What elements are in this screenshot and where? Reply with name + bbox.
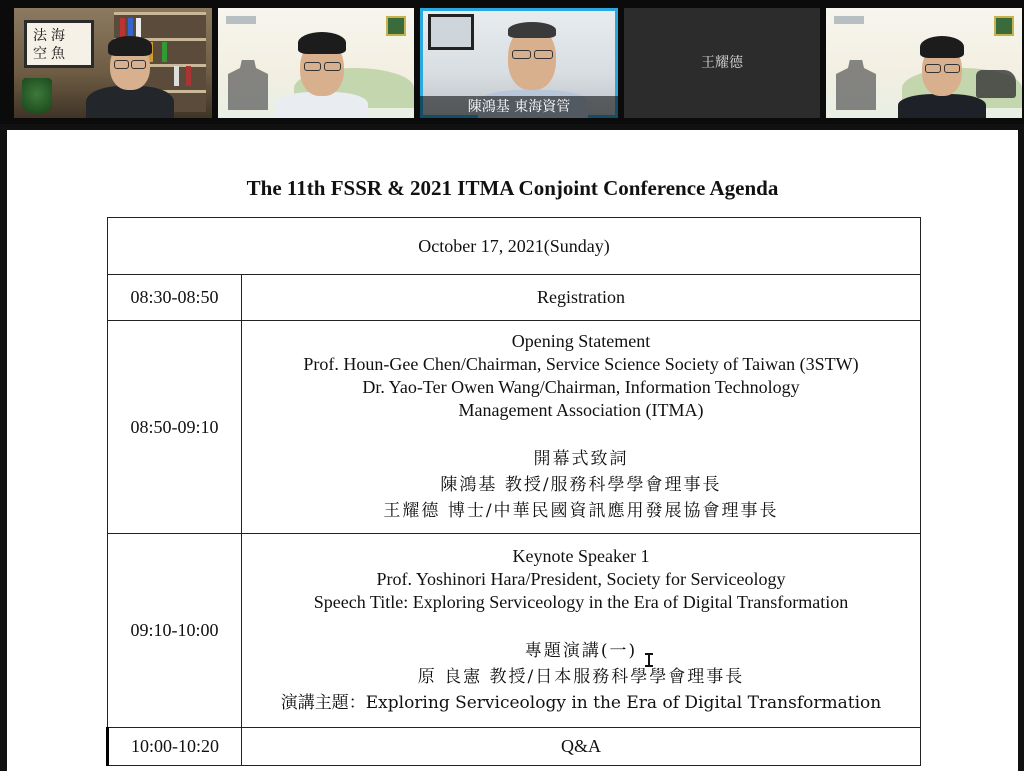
participant-tile-1[interactable] — [14, 8, 212, 118]
session-cell — [242, 534, 921, 728]
session-line: Registration — [537, 287, 625, 307]
spacer — [242, 422, 920, 446]
time-cell: 10:00-10:20 — [108, 728, 242, 766]
scroll-char: 空 — [33, 46, 47, 62]
session-line-cjk: 專題演講(一) — [524, 641, 638, 661]
session-line-cjk: 陳鴻基 教授/服務科學學會理事長 — [440, 475, 722, 495]
session-line-cjk: 開幕式致詞 — [533, 449, 629, 469]
document-title: The 11th FSSR & 2021 ITMA Conjoint Conference Agenda — [246, 176, 779, 200]
participant-tile-5[interactable] — [826, 8, 1022, 118]
participant-video — [896, 28, 988, 118]
city-graphic — [836, 50, 876, 110]
table-row — [108, 321, 921, 534]
slide-logo — [834, 16, 864, 24]
session-line: Keynote Speaker 1 — [512, 546, 650, 566]
session-line: Prof. Yoshinori Hara/President, Society for Serviceology — [376, 569, 786, 589]
session-cell — [242, 728, 921, 766]
participant-strip — [0, 0, 1024, 124]
plant — [22, 78, 52, 118]
session-cell — [242, 275, 921, 321]
date-header: October 17, 2021(Sunday) — [108, 218, 921, 275]
slide-logo — [226, 16, 256, 24]
participant-tile-2[interactable] — [218, 8, 414, 118]
time-cell: 09:10-10:00 — [108, 534, 242, 728]
participant-video — [272, 22, 372, 118]
participant-video — [80, 26, 180, 118]
session-line-cjk: 王耀德 博士/中華民國資訊應用發展協會理事長 — [383, 501, 779, 521]
participant-name-label: 陳鴻基 東海資管 — [420, 96, 618, 118]
session-line: Prof. Houn-Gee Chen/Chairman, Service Science Society of Taiwan (3STW) — [303, 354, 859, 374]
session-line: Opening Statement — [511, 331, 651, 351]
slide-emblem — [994, 16, 1014, 36]
participant-tile-active-speaker[interactable] — [420, 8, 618, 118]
scroll-char: 魚 — [51, 46, 65, 62]
time-cell: 08:50-09:10 — [108, 321, 242, 534]
session-line: Speech Title: Exploring Serviceology in the Era of Digital Transformation — [313, 592, 849, 612]
text-cursor-icon — [648, 654, 650, 666]
shared-document[interactable] — [7, 130, 1018, 771]
participant-name-label: 王耀德 — [701, 55, 743, 71]
session-cell — [242, 321, 921, 534]
wall-frame — [428, 14, 474, 50]
spacer — [242, 614, 920, 638]
scroll-char: 海 — [51, 28, 65, 44]
session-line-cjk: 演講主題：Exploring Serviceology in the Era of Digital Transformation — [280, 693, 882, 713]
table-row — [108, 275, 921, 321]
agenda-table — [106, 217, 921, 766]
session-line-cjk: 原 良憲 教授/日本服務科學學會理事長 — [417, 667, 745, 687]
session-line: Management Association (ITMA) — [458, 400, 704, 420]
slide-emblem — [386, 16, 406, 36]
session-line: Dr. Yao-Ter Owen Wang/Chairman, Information Technology — [362, 377, 800, 397]
participant-tile-video-off[interactable] — [624, 8, 820, 118]
table-row — [108, 728, 921, 766]
table-row — [108, 218, 921, 275]
scroll-char: 法 — [33, 28, 47, 44]
session-line: Q&A — [561, 736, 601, 756]
city-graphic — [228, 50, 268, 110]
table-row — [108, 534, 921, 728]
time-cell: 08:30-08:50 — [108, 275, 242, 321]
